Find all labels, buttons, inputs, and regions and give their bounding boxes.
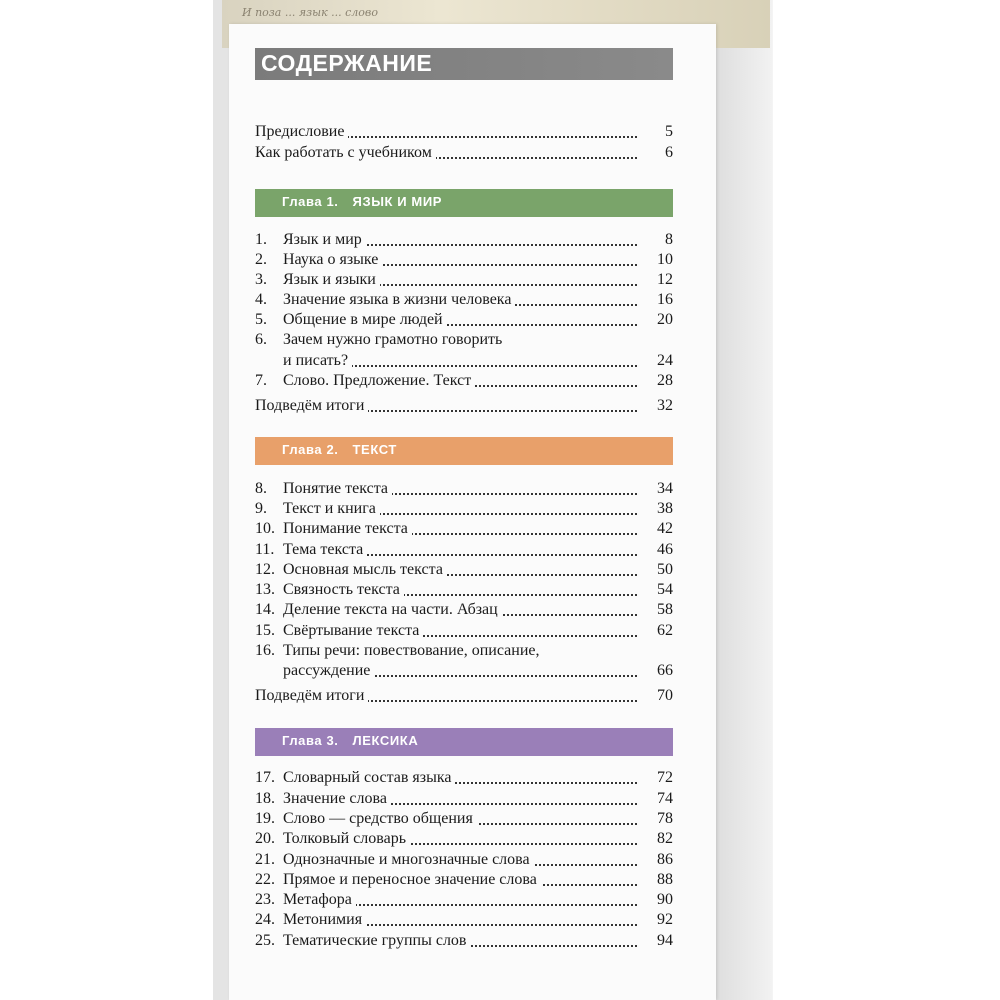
- toc-entry-how-to-use[interactable]: [255, 143, 673, 163]
- toc-page-number: 16: [657, 291, 673, 308]
- toc-page-number: 88: [657, 871, 673, 888]
- toc-entry[interactable]: [255, 310, 673, 330]
- toc-entry-number: 1.: [255, 231, 267, 248]
- toc-entry-number: 23.: [255, 891, 275, 908]
- toc-entry-summary[interactable]: [255, 686, 673, 706]
- toc-entry-text: и писать?: [283, 352, 352, 369]
- toc-page-number: 12: [657, 271, 673, 288]
- toc-page-number: 70: [657, 687, 673, 704]
- toc-entry-number: 21.: [255, 851, 275, 868]
- toc-entry-number: 13.: [255, 581, 275, 598]
- toc-entry-text: Как работать с учебником: [255, 144, 436, 161]
- toc-entry-number: 7.: [255, 372, 267, 389]
- toc-page-number: 54: [657, 581, 673, 598]
- toc-entry-text: Предисловие: [255, 123, 348, 140]
- toc-page-number: 24: [657, 352, 673, 369]
- toc-entry-text: Связность текста: [283, 581, 404, 598]
- toc-entry-text: Язык и мир: [283, 231, 366, 248]
- toc-entry[interactable]: [255, 519, 673, 539]
- toc-entry-text: Понимание текста: [283, 520, 412, 537]
- toc-entry-number: 10.: [255, 520, 275, 537]
- toc-entry-number: 5.: [255, 311, 267, 328]
- toc-entry-number: 3.: [255, 271, 267, 288]
- toc-entry-text: Понятие текста: [283, 480, 392, 497]
- toc-entry-text: Словарный состав языка: [283, 769, 455, 786]
- toc-entry[interactable]: [255, 850, 673, 870]
- toc-entry-continuation[interactable]: [255, 351, 673, 371]
- toc-page-number: 6: [665, 144, 673, 161]
- toc-entry-number: 25.: [255, 932, 275, 949]
- toc-entry-number: 12.: [255, 561, 275, 578]
- toc-entry-text: Типы речи: повествование, описание,: [283, 642, 544, 659]
- toc-page-number: 72: [657, 769, 673, 786]
- toc-entry-text: Наука о языке: [283, 251, 382, 268]
- toc-entry[interactable]: [255, 230, 673, 250]
- toc-entry-text: Текст и книга: [283, 500, 380, 517]
- toc-page-number: 10: [657, 251, 673, 268]
- toc-page-number: 86: [657, 851, 673, 868]
- toc-entry[interactable]: [255, 290, 673, 310]
- chapter-title: ЯЗЫК И МИР: [352, 194, 443, 209]
- toc-entry[interactable]: [255, 371, 673, 391]
- toc-entry[interactable]: [255, 809, 673, 829]
- chapter-1-header[interactable]: [255, 189, 673, 217]
- chapter-title: ЛЕКСИКА: [352, 733, 419, 748]
- toc-entry-number: 11.: [255, 541, 275, 558]
- toc-entry-text: Прямое и переносное значение слова: [283, 871, 541, 888]
- toc-page-number: 38: [657, 500, 673, 517]
- toc-entry-text: Тематические группы слов: [283, 932, 470, 949]
- toc-entry-number: 6.: [255, 331, 267, 348]
- toc-entry-number: 16.: [255, 642, 275, 659]
- chapter-2-header[interactable]: [255, 437, 673, 465]
- chapter-title: ТЕКСТ: [352, 442, 397, 457]
- toc-entry[interactable]: [255, 499, 673, 519]
- toc-entry-number: 4.: [255, 291, 267, 308]
- toc-page-number: 28: [657, 372, 673, 389]
- toc-entry-number: 14.: [255, 601, 275, 618]
- toc-page-number: 5: [665, 123, 673, 140]
- toc-page-number: 94: [657, 932, 673, 949]
- toc-entry-text: Метафора: [283, 891, 356, 908]
- toc-entry-number: 17.: [255, 769, 275, 786]
- toc-entry[interactable]: [255, 621, 673, 641]
- toc-entry-text: Общение в мире людей: [283, 311, 447, 328]
- toc-entry[interactable]: [255, 560, 673, 580]
- toc-page-number: 62: [657, 622, 673, 639]
- toc-entry-text: Значение слова: [283, 790, 391, 807]
- toc-page-number: 92: [657, 911, 673, 928]
- toc-entry[interactable]: [255, 789, 673, 809]
- toc-entry-text: Подведём итоги: [255, 687, 368, 704]
- toc-entry-text: Слово — средство общения: [283, 810, 477, 827]
- chapter-label: Глава 2.: [282, 442, 339, 457]
- toc-entry-number: 19.: [255, 810, 275, 827]
- toc-entry-preface[interactable]: [255, 122, 673, 142]
- toc-entry-number: 8.: [255, 480, 267, 497]
- toc-entry[interactable]: [255, 600, 673, 620]
- toc-entry[interactable]: [255, 641, 673, 661]
- toc-entry[interactable]: [255, 910, 673, 930]
- toc-page-number: 66: [657, 662, 673, 679]
- toc-entry-text: рассуждение: [283, 662, 374, 679]
- toc-entry[interactable]: [255, 768, 673, 788]
- toc-entry[interactable]: [255, 330, 673, 350]
- toc-entry-text: Метонимия: [283, 911, 366, 928]
- toc-entry[interactable]: [255, 540, 673, 560]
- page-edge: [716, 0, 772, 1000]
- toc-entry-number: 2.: [255, 251, 267, 268]
- contents-title-bar: [255, 48, 673, 80]
- toc-entry-text: Подведём итоги: [255, 397, 368, 414]
- chapter-label: Глава 3.: [282, 733, 339, 748]
- toc-entry[interactable]: [255, 479, 673, 499]
- toc-entry[interactable]: [255, 931, 673, 951]
- toc-page-number: 46: [657, 541, 673, 558]
- toc-entry-text: Толковый словарь: [283, 830, 410, 847]
- toc-entry-text: Однозначные и многозначные слова: [283, 851, 534, 868]
- background-scribble: И поза ... язык ... слово: [242, 6, 378, 19]
- chapter-label: Глава 1.: [282, 194, 339, 209]
- toc-page-number: 34: [657, 480, 673, 497]
- toc-page-number: 78: [657, 810, 673, 827]
- page-title: СОДЕРЖАНИЕ: [261, 50, 433, 76]
- toc-page-number: 74: [657, 790, 673, 807]
- toc-page-number: 42: [657, 520, 673, 537]
- toc-entry-text: Свёртывание текста: [283, 622, 423, 639]
- toc-entry-text: Зачем нужно грамотно говорить: [283, 331, 506, 348]
- toc-page-number: 8: [665, 231, 673, 248]
- toc-entry[interactable]: [255, 829, 673, 849]
- toc-entry-number: 18.: [255, 790, 275, 807]
- toc-entry-text: Тема текста: [283, 541, 367, 558]
- toc-page-number: 50: [657, 561, 673, 578]
- toc-page-number: 82: [657, 830, 673, 847]
- toc-entry-summary[interactable]: [255, 396, 673, 416]
- toc-page-number: 32: [657, 397, 673, 414]
- chapter-3-header[interactable]: [255, 728, 673, 756]
- toc-entry-text: Слово. Предложение. Текст: [283, 372, 475, 389]
- toc-page-number: 58: [657, 601, 673, 618]
- toc-entry-number: 20.: [255, 830, 275, 847]
- toc-page-number: 90: [657, 891, 673, 908]
- toc-entry[interactable]: [255, 270, 673, 290]
- toc-entry[interactable]: [255, 250, 673, 270]
- toc-entry-text: Язык и языки: [283, 271, 380, 288]
- toc-entry-continuation[interactable]: [255, 661, 673, 681]
- toc-entry-number: 22.: [255, 871, 275, 888]
- toc-entry[interactable]: [255, 890, 673, 910]
- toc-page-number: 20: [657, 311, 673, 328]
- toc-entry-text: Значение языка в жизни человека: [283, 291, 515, 308]
- toc-entry-text: Основная мысль текста: [283, 561, 447, 578]
- toc-entry[interactable]: [255, 870, 673, 890]
- toc-entry[interactable]: [255, 580, 673, 600]
- toc-entry-text: Деление текста на части. Абзац: [283, 601, 502, 618]
- toc-entry-number: 24.: [255, 911, 275, 928]
- toc-entry-number: 9.: [255, 500, 267, 517]
- toc-entry-number: 15.: [255, 622, 275, 639]
